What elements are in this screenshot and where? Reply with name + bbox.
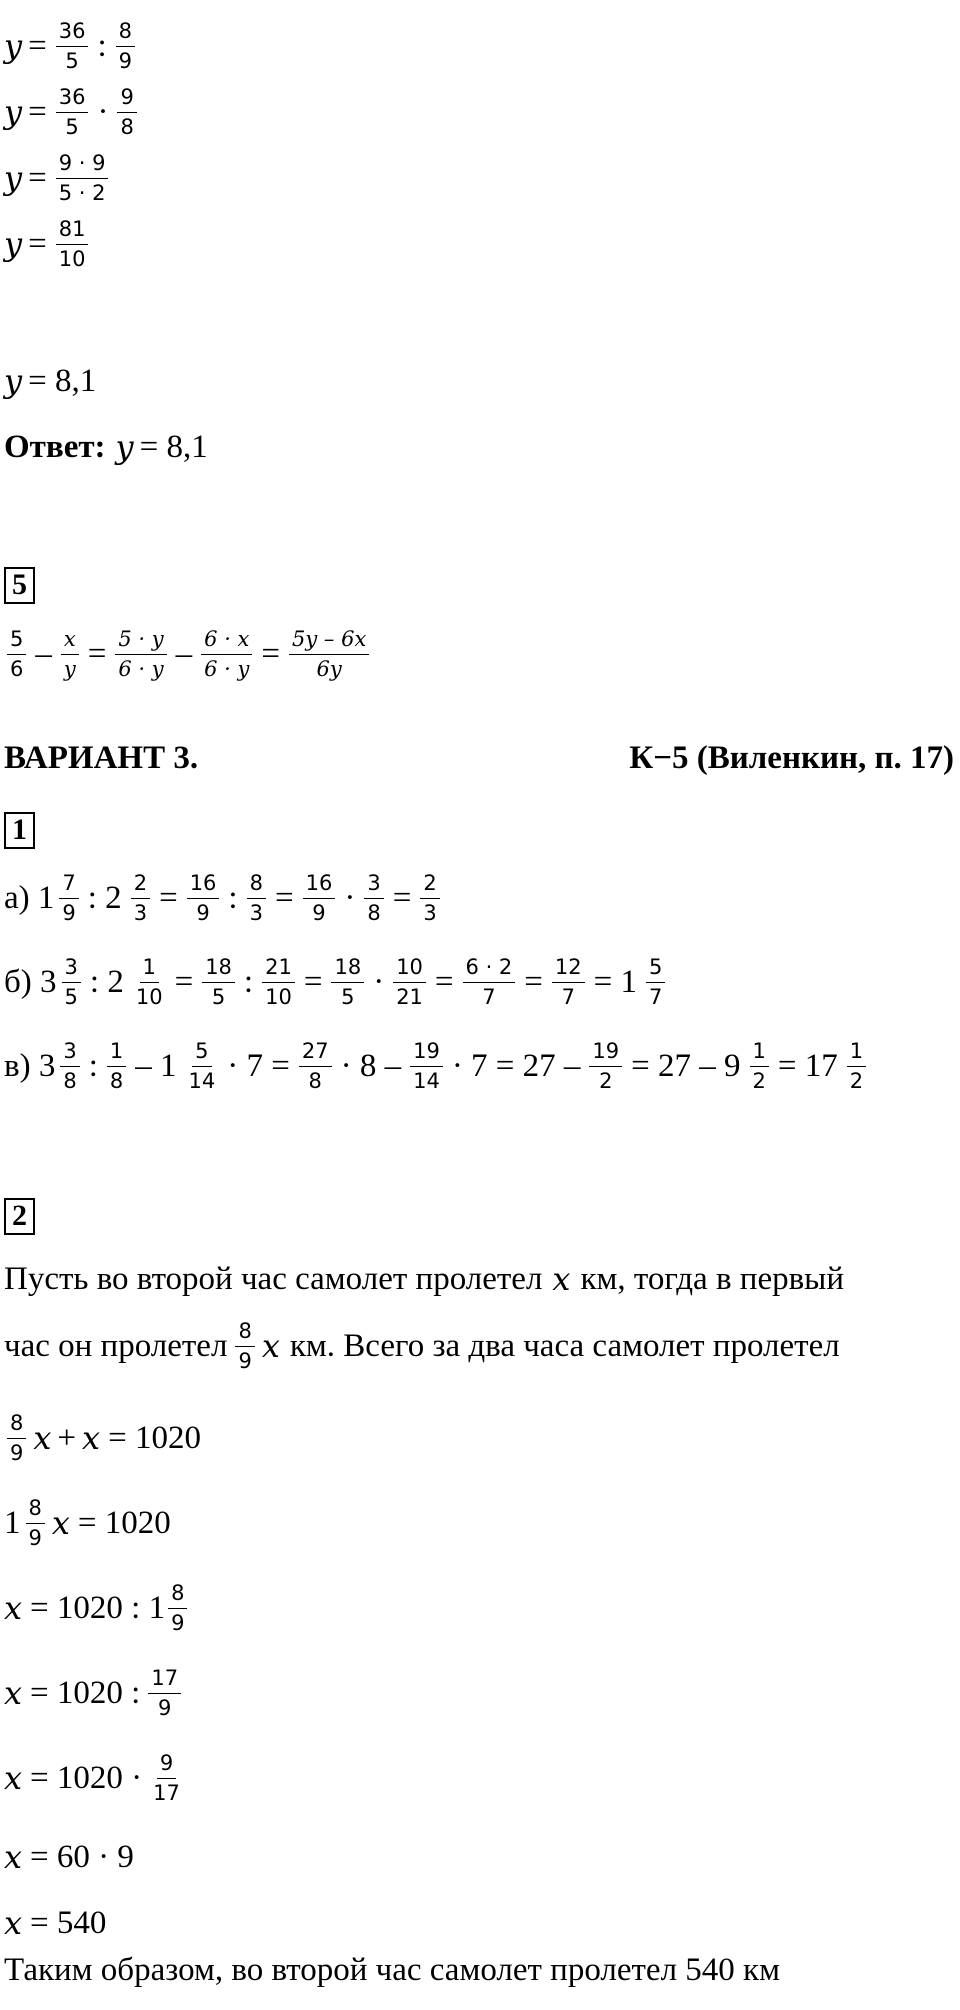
fraction: $\frac{81}{10}$ bbox=[56, 218, 89, 270]
fraction: $\frac{8}{9}$ bbox=[168, 1582, 187, 1634]
task1-item-c: в) 3 $\frac{3}{8}$ : $\frac{1}{8}$ – 1 $\frac{5}{14}$ · 7 = $\frac{27}{8}$ · 8 – $\frac{19}{14}$ · 7 = 27 – $\frac{19}{2}$ = 27 – 9 $\frac{1}{2}$ = 17 $\frac{1}{2}$ bbox=[4, 1040, 869, 1092]
equation-line: $\frac{8}{9}$ x + x = 1020 bbox=[4, 1412, 201, 1464]
conclusion-text: Таким образом, во второй час самолет пролетел 540 км bbox=[4, 1952, 780, 1988]
answer-label: Ответ: bbox=[4, 428, 106, 465]
fraction: $\frac{3}{8}$ bbox=[364, 872, 383, 924]
fraction: $\frac{5}{6}$ bbox=[7, 628, 26, 680]
task-number-box: 5 bbox=[4, 567, 35, 604]
fraction: $\frac{3}{5}$ bbox=[62, 956, 81, 1008]
equation-line: x = 1020 : $\frac{17}{9}$ bbox=[4, 1667, 184, 1719]
fraction: $\frac{19}{14}$ bbox=[410, 1040, 443, 1092]
equation-line: x = 60 · 9 bbox=[4, 1838, 134, 1876]
variant-header bbox=[4, 740, 954, 777]
fraction: $\frac{16}{9}$ bbox=[187, 872, 220, 924]
fraction: $\frac{9 \cdot 9}{5 \cdot 2}$ bbox=[56, 152, 109, 204]
fraction: $\frac{1}{2}$ bbox=[847, 1040, 866, 1092]
fraction: $\frac{8}{9}$ bbox=[235, 1320, 254, 1372]
fraction: $\frac{6 \cdot x}{6 \cdot y}$ bbox=[201, 628, 252, 680]
variant-reference: К−5 (Виленкин, п. 17) bbox=[629, 740, 954, 776]
fraction: $\frac{5}{7}$ bbox=[646, 956, 665, 1008]
fraction: $\frac{36}{5}$ bbox=[56, 20, 89, 72]
fraction: $\frac{1}{2}$ bbox=[750, 1040, 769, 1092]
fraction: $\frac{16}{9}$ bbox=[303, 872, 336, 924]
task-number-box: 1 bbox=[4, 812, 35, 849]
equation-line: x = 1020 · $\frac{9}{17}$ bbox=[4, 1752, 186, 1804]
fraction: $\frac{1}{10}$ bbox=[135, 955, 163, 1009]
task1-item-a: а) 1 $\frac{7}{9}$ : 2 $\frac{2}{3}$ = $\frac{16}{9}$ : $\frac{8}{3}$ = $\frac{16}{9}$ · $\frac{3}{8}$ = $\frac{2}{3}$ bbox=[4, 872, 443, 924]
fraction: $\frac{3}{8}$ bbox=[60, 1040, 79, 1092]
equation-line: y = $\frac{81}{10}$ bbox=[4, 218, 91, 270]
variable-y: y bbox=[4, 27, 23, 66]
fraction: $\frac{18}{5}$ bbox=[331, 956, 364, 1008]
fraction: $\frac{6 \cdot 2}{7}$ bbox=[463, 956, 516, 1008]
fraction: $\frac{8}{9}$ bbox=[7, 1412, 26, 1464]
task-number-box: 2 bbox=[4, 1198, 35, 1235]
fraction: $\frac{2}{3}$ bbox=[131, 872, 150, 924]
fraction: $\frac{18}{5}$ bbox=[202, 956, 235, 1008]
fraction: $\frac{5y - 6x}{6y}$ bbox=[289, 628, 369, 680]
task1-item-b: б) 3 $\frac{3}{5}$ : 2 $\frac{1}{10}$ = $\frac{18}{5}$ : $\frac{21}{10}$ = $\frac{18}{5}$ · $\frac{10}{21}$ = $\frac{6 \cdot 2}{7}$ = $\frac{12}{7}$ = 1 $\frac{5}{7}$ bbox=[4, 956, 668, 1008]
fraction: $\frac{27}{8}$ bbox=[299, 1040, 332, 1092]
equation-line: x = 540 bbox=[4, 1904, 107, 1942]
answer-line: Ответ: y = 8,1 bbox=[4, 428, 208, 466]
fraction: $\frac{17}{9}$ bbox=[148, 1667, 181, 1719]
equation-line: x = 1020 : 1 $\frac{8}{9}$ bbox=[4, 1582, 190, 1634]
fraction: $\frac{36}{5}$ bbox=[56, 86, 89, 138]
fraction: $\frac{12}{7}$ bbox=[552, 956, 585, 1008]
fraction: $\frac{9}{17}$ bbox=[153, 1751, 180, 1805]
equation-line: y = $\frac{9 \cdot 9}{5 \cdot 2}$ bbox=[4, 152, 111, 204]
fraction: $\frac{x}{y}$ bbox=[61, 628, 79, 680]
equation-line: y = $\frac{36}{5}$ : $\frac{8}{9}$ bbox=[4, 20, 138, 72]
fraction: $\frac{10}{21}$ bbox=[393, 956, 426, 1008]
fraction: $\frac{21}{10}$ bbox=[262, 956, 295, 1008]
fraction: $\frac{9}{8}$ bbox=[117, 86, 136, 138]
fraction: $\frac{8}{3}$ bbox=[247, 872, 266, 924]
fraction: $\frac{19}{2}$ bbox=[589, 1040, 622, 1092]
fraction: $\frac{5}{14}$ bbox=[188, 1039, 216, 1093]
fraction: $\frac{8}{9}$ bbox=[116, 20, 135, 72]
fraction: $\frac{2}{3}$ bbox=[420, 872, 439, 924]
equation-line: y = 8,1 bbox=[4, 362, 97, 400]
fraction: $\frac{7}{9}$ bbox=[59, 872, 78, 924]
fraction: $\frac{8}{9}$ bbox=[26, 1497, 45, 1549]
variant-title: ВАРИАНТ 3. bbox=[4, 740, 199, 776]
task2-paragraph-line1: Пусть во второй час самолет пролетел x км, тогда в первый bbox=[4, 1260, 845, 1298]
equation-line: y = $\frac{36}{5}$ · $\frac{9}{8}$ bbox=[4, 86, 140, 138]
task2-paragraph-line2: час он пролетел $\frac{8}{9}$ x км. Всего за два часа самолет пролетел bbox=[4, 1319, 840, 1373]
fraction: $\frac{1}{8}$ bbox=[107, 1040, 126, 1092]
equation-line: $\frac{5}{6}$ – $\frac{x}{y}$ = $\frac{5 \cdot y}{6 \cdot y}$ – $\frac{6 \cdot x}{6 \cdot y}$ = $\frac{5y - 6x}{6y}$ bbox=[4, 628, 372, 680]
equation-line: 1 $\frac{8}{9}$ x = 1020 bbox=[4, 1496, 171, 1550]
fraction: $\frac{5 \cdot y}{6 \cdot y}$ bbox=[115, 628, 166, 680]
